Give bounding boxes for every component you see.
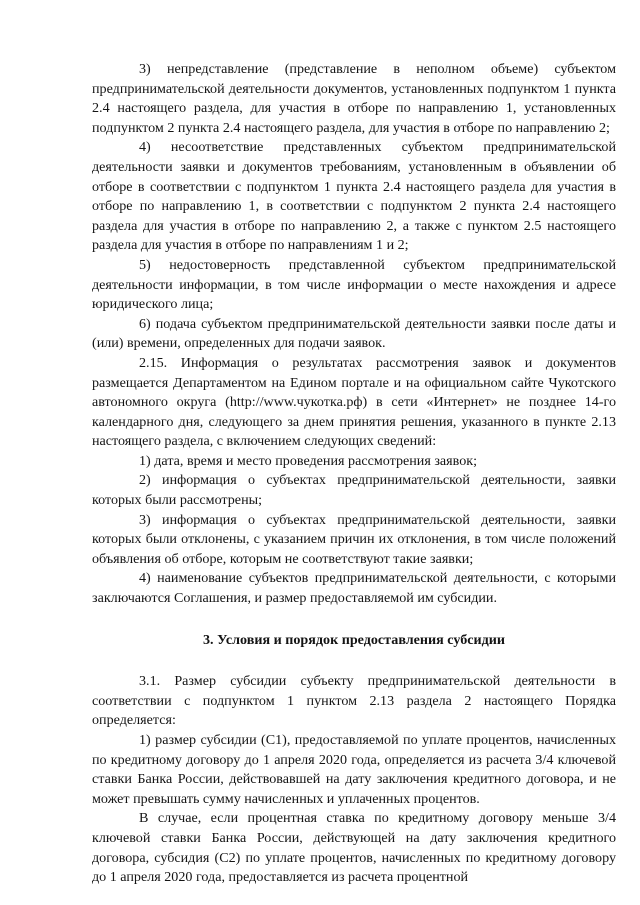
paragraph-subsidy-c2: В случае, если процентная ставка по кредитному договору меньше 3/4 ключевой ставки Банка России, действующей на дату заключения кредитного договора, субсидия (С2) по уплате процентов, начисленных по кредитному договору до 1 апреля 2020 года, предоставляется из расчета процентной <box>92 810 616 886</box>
paragraph-results-item-3: 3) информация о субъектах предпринимательской деятельности, заявки которых были отклонены, с указанием причин их отклонения, в том числе положений объявления об отборе, которым не соответствуют такие заявки; <box>92 511 616 567</box>
paragraph-item-6-late-submission: 6) подача субъектом предпринимательской деятельности заявки после даты и (или) времени, определенных для подачи заявок. <box>92 315 616 352</box>
paragraph-item-5-unreliability: 5) недостоверность представленной субъектом предпринимательской деятельности информации, в том числе информации о месте нахождения и адресе юридического лица; <box>92 256 616 313</box>
paragraph-results-item-4: 4) наименование субъектов предпринимательской деятельности, с которыми заключаются Соглашения, и размер предоставляемой им субсидии. <box>92 570 616 607</box>
paragraph-item-4-nonconformity: 4) несоответствие представленных субъектом предпринимательской деятельности заявки и документов требованиям, установленным в объявлении об отборе в соответствии с подпунктом 1 пункта 2.4 настоящего раздела для участия в отборе по направлению 1, в соответствии с подпунктом 2 пункта 2.4 настоящего раздела для участия в отборе по направлению 2, а также с пунктом 2.5 настоящего раздела для участия в отборе по направлениям 1 и 2; <box>92 139 616 254</box>
paragraph-results-item-1: 1) дата, время и место проведения рассмотрения заявок; <box>139 452 478 469</box>
paragraph-results-item-2: 2) информация о субъектах предпринимательской деятельности, заявки которых были рассмотрены; <box>92 472 616 509</box>
paragraph-3-1-subsidy-size: 3.1. Размер субсидии субъекту предпринимательской деятельности в соответствии с подпунктом 1 пунктом 2.13 раздела 2 настоящего Порядка определяется: <box>92 673 616 729</box>
section-heading: 3. Условия и порядок предоставления субсидии <box>202 631 506 648</box>
paragraph-subsidy-c1: 1) размер субсидии (С1), предоставляемой по уплате процентов, начисленных по кредитному договору до 1 апреля 2020 года, определяется из расчета 3/4 ключевой ставки Банка России, действовавшей на дату заключения кредитного договора, и не может превышать сумму начисленных и уплаченных процентов. <box>92 732 616 807</box>
paragraph-2-15-results-info: 2.15. Информация о результатах рассмотрения заявок и документов размещается Департаментом на Едином портале и на официальном сайте Чукотского автономного округа (http://www.чукотка.рф) в сети «Интернет» не позднее 14-го календарного дня, следующего за днем принятия решения, указанного в пункте 2.13 настоящего раздела, с включением следующих сведений: <box>92 354 616 450</box>
paragraph-item-3-nonsubmission: 3) непредставление (представление в неполном объеме) субъектом предпринимательской деятельности документов, установленных подпунктом 1 пункта 2.4 настоящего раздела, для участия в отборе по направлению 1, установленных подпунктом 2 пункта 2.4 настоящего раздела, для участия в отборе по направлению 2; <box>92 61 616 136</box>
document-page <box>92 60 616 888</box>
